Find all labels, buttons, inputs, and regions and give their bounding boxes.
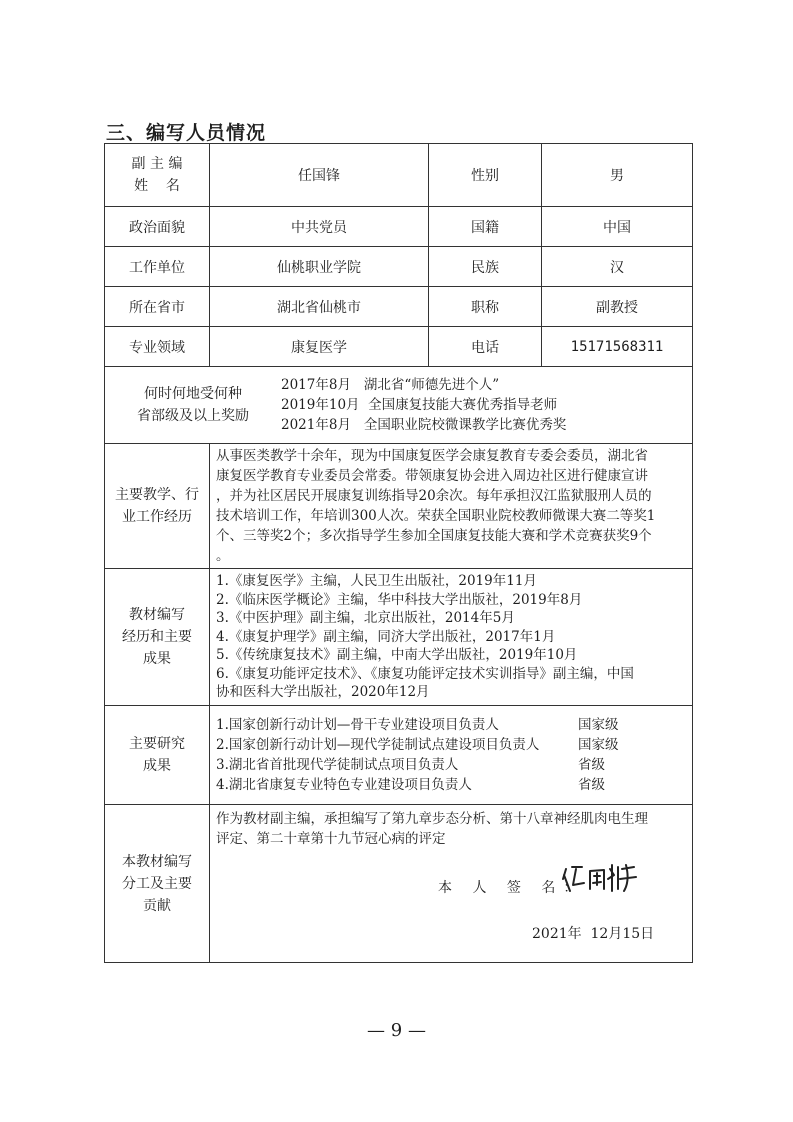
- row-name: [105, 144, 693, 207]
- experience-label-line-1: 主要教学、行: [115, 487, 199, 503]
- experience-text: [210, 444, 693, 569]
- ethnicity-label: 民族: [429, 247, 542, 287]
- contribution-label-line-3: 贡献: [143, 897, 171, 914]
- contribution-text: [210, 805, 692, 853]
- experience-label-line-2: 业工作经历: [122, 509, 192, 525]
- award-item: 2021年8月 全国职业院校微课教学比赛优秀奖: [281, 417, 567, 433]
- contribution-label-line-2: 分工及主要: [122, 875, 192, 892]
- phone-label: 电话: [429, 327, 542, 367]
- textbooks-text: [210, 569, 693, 706]
- textbooks-label-line-3: 成果: [143, 651, 171, 667]
- experience-label: [105, 444, 210, 569]
- experience-line: 技术培训工作，年培训300人次。荣获全国职业院校教师微课大赛二等奖1: [216, 508, 656, 524]
- research-item-level: 省级: [578, 777, 605, 793]
- name-value: 任国锋: [210, 144, 429, 207]
- signature-label: 本 人 签 名：: [438, 880, 586, 896]
- research-label-line-2: 成果: [143, 758, 171, 774]
- signature-date: 2021年 12月15日: [532, 926, 655, 942]
- research-item-text: 2.国家创新行动计划—现代学徒制试点建设项目负责人: [216, 737, 540, 753]
- textbook-line: 3.《中医护理》副主编，北京出版社，2014年5月: [216, 610, 515, 627]
- political-value: 中共党员: [210, 207, 429, 247]
- nationality-label: 国籍: [429, 207, 542, 247]
- textbook-line: 4.《康复护理学》副主编，同济大学出版社，2017年1月: [216, 628, 556, 645]
- gender-label: 性别: [429, 144, 542, 207]
- contribution-label-line-1: 本教材编写: [122, 853, 192, 870]
- row-research: [105, 706, 693, 805]
- name-label-cell: [105, 144, 210, 207]
- row-awards: [105, 367, 693, 444]
- research-label: [105, 706, 210, 805]
- textbook-line: 5.《传统康复技术》副主编，中南大学出版社，2019年10月: [216, 647, 578, 664]
- row-employer: [105, 247, 693, 287]
- research-item-text: 1.国家创新行动计划—骨干专业建设项目负责人: [216, 717, 499, 733]
- handwritten-signature: [560, 861, 640, 895]
- research-item-text: 3.湖北省首批现代学徒制试点项目负责人: [216, 757, 459, 773]
- gender-value: 男: [542, 144, 693, 207]
- contribution-line: 评定、第二十章第十九节冠心病的评定: [216, 831, 446, 847]
- awards-cell: [105, 367, 693, 444]
- award-item: 2017年8月 湖北省“师德先进个人”: [281, 377, 500, 393]
- title-value: 副教授: [542, 287, 693, 327]
- textbooks-label: [105, 569, 210, 706]
- field-label: 专业领域: [105, 327, 210, 367]
- textbook-line: 2.《临床医学概论》主编，华中科技大学出版社，2019年8月: [216, 591, 583, 608]
- name-label-line-1: 副 主 编: [131, 156, 183, 172]
- research-item-text: 4.湖北省康复专业特色专业建设项目负责人: [216, 777, 472, 793]
- textbooks-label-line-1: 教材编写: [129, 607, 185, 623]
- research-item: [216, 755, 686, 775]
- research-item: [216, 775, 686, 795]
- research-label-line-1: 主要研究: [129, 736, 185, 752]
- research-item: [216, 735, 686, 755]
- title-label: 职称: [429, 287, 542, 327]
- awards-label-line-1: 何时何地受何种: [144, 386, 242, 402]
- row-location: [105, 287, 693, 327]
- contribution-cell: [210, 805, 693, 963]
- textbook-line: 1.《康复医学》主编，人民卫生出版社，2019年11月: [216, 573, 537, 590]
- awards-label-line-2: 省部级及以上奖励: [137, 408, 249, 424]
- experience-line: 从事医类教学十余年，现为中国康复医学会康复教育专委会委员，湖北省: [216, 448, 648, 464]
- row-political: [105, 207, 693, 247]
- location-value: 湖北省仙桃市: [210, 287, 429, 327]
- research-item-level: 国家级: [578, 737, 619, 753]
- row-experience: [105, 444, 693, 569]
- textbook-line: 协和医科大学出版社，2020年12月: [216, 684, 430, 701]
- row-field: [105, 327, 693, 367]
- ethnicity-value: 汉: [542, 247, 693, 287]
- experience-line: 康复医学教育专业委员会常委。带领康复协会进入周边社区进行健康宣讲: [216, 468, 648, 484]
- name-label-line-2: 姓 名: [134, 178, 180, 194]
- row-contribution: [105, 805, 693, 963]
- staff-info-table: [104, 143, 693, 963]
- award-item: 2019年10月 全国康复技能大赛优秀指导老师: [281, 397, 558, 413]
- textbook-line: 6.《康复功能评定技术》、《康复功能评定技术实训指导》副主编，中国: [216, 665, 634, 682]
- nationality-value: 中国: [542, 207, 693, 247]
- experience-line: 。: [216, 548, 230, 564]
- experience-line: ，并为社区居民开展康复训练指导20余次。每年承担汉江监狱服刑人员的: [216, 488, 652, 504]
- location-label: 所在省市: [105, 287, 210, 327]
- awards-label: [105, 367, 281, 443]
- section-title: 三、编写人员情况: [106, 122, 267, 144]
- research-item: [216, 715, 686, 735]
- phone-value: 15171568311: [542, 327, 693, 367]
- contribution-label: [105, 805, 210, 963]
- experience-line: 个、三等奖2个；多次指导学生参加全国康复技能大赛和学术竞赛获奖9个: [216, 528, 652, 544]
- political-label: 政治面貌: [105, 207, 210, 247]
- research-item-level: 省级: [578, 757, 605, 773]
- employer-value: 仙桃职业学院: [210, 247, 429, 287]
- textbooks-label-line-2: 经历和主要: [122, 629, 192, 645]
- research-text: [210, 706, 693, 805]
- field-value: 康复医学: [210, 327, 429, 367]
- contribution-line: 作为教材副主编，承担编写了第九章步态分析、第十八章神经肌肉电生理: [216, 811, 648, 827]
- contribution-content: [210, 805, 692, 962]
- page-number: — 9 —: [367, 1020, 426, 1041]
- row-textbooks: [105, 569, 693, 706]
- research-item-level: 国家级: [578, 717, 619, 733]
- employer-label: 工作单位: [105, 247, 210, 287]
